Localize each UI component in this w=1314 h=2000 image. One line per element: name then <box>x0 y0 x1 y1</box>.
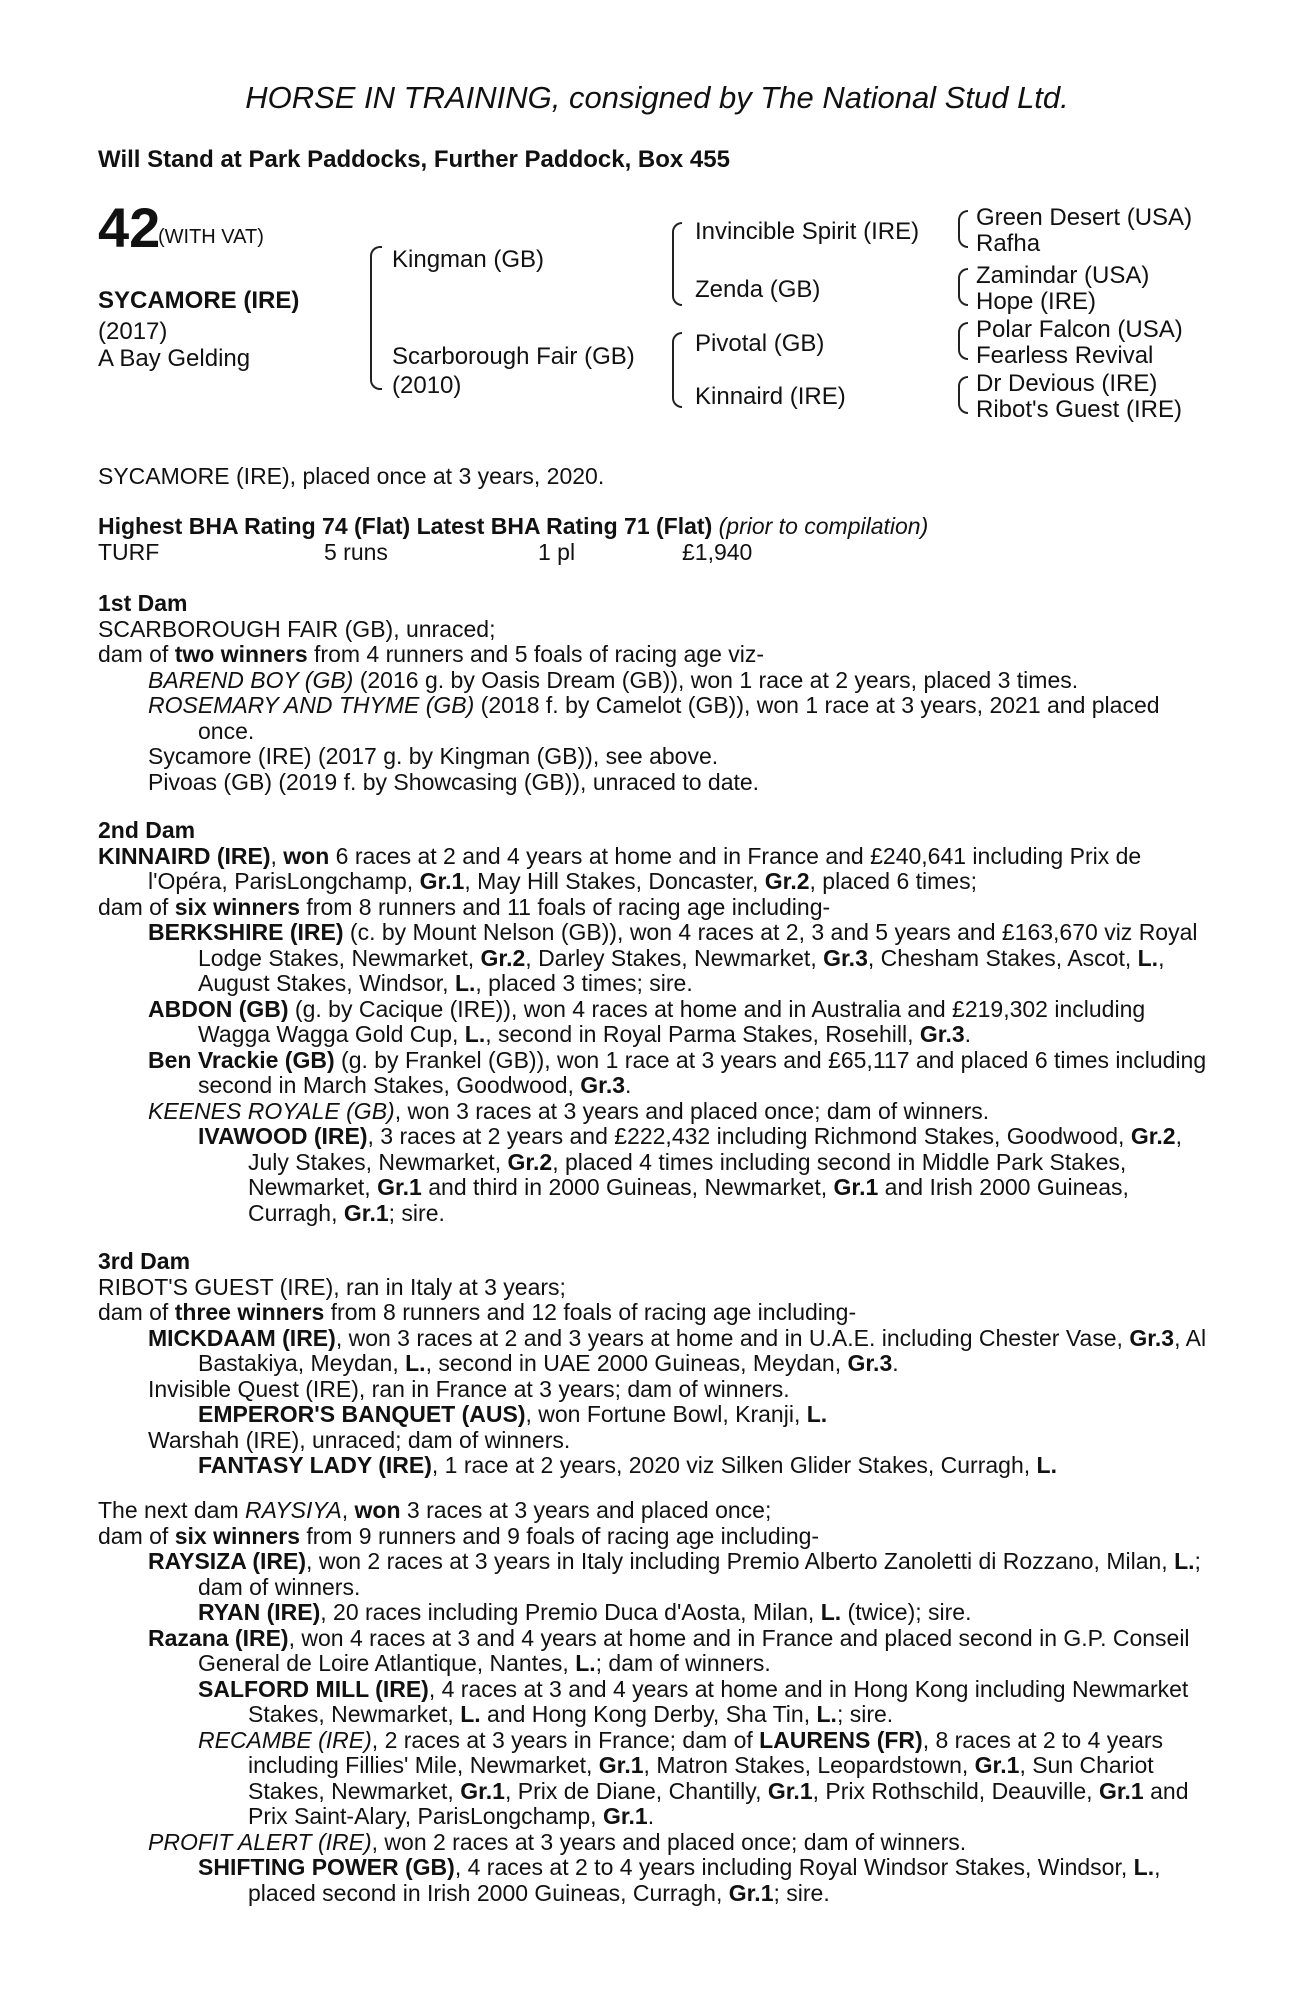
offspring-pivoas: Pivoas (GB) (2019 f. by Showcasing (GB)), unraced to date. <box>148 768 760 795</box>
pedigree-g3-1: Green Desert (USA) <box>976 204 1193 231</box>
second-dam-kinnaird: KINNAIRD (IRE), won 6 races at 2 and 4 years at home and in France and £240,641 including Prix de l'Opéra, ParisLongchamp, Gr.1, May Hill Stakes, Doncaster, Gr.2, placed 6 times; <box>98 842 1142 894</box>
third-dam-section <box>98 1249 1208 1479</box>
offspring-ryan: RYAN (IRE), 20 races including Premio Duca d'Aosta, Milan, L. (twice); sire. <box>198 1599 972 1625</box>
pedigree-sire: Kingman (GB) <box>392 246 545 273</box>
first-dam-heading: 1st Dam <box>98 590 188 616</box>
pedigree-dam-year: (2010) <box>392 372 462 399</box>
offspring-invisible-quest: Invisible Quest (IRE), ran in France at 3 years; dam of winners. <box>148 1375 790 1402</box>
pedigree-g3-6: Fearless Revival <box>976 342 1154 369</box>
pedigree-g3-8: Ribot's Guest (IRE) <box>976 396 1182 423</box>
third-dam-heading: 3rd Dam <box>98 1248 191 1274</box>
vat-note: (WITH VAT) <box>158 226 264 248</box>
second-dam-produce: dam of six winners from 8 runners and 11 foals of racing age including- <box>98 893 831 920</box>
rating-line <box>98 514 928 540</box>
pedigree-g3-4: Hope (IRE) <box>976 288 1097 315</box>
pedigree-sire-sire: Invincible Spirit (IRE) <box>695 218 920 245</box>
offspring-shifting-power: SHIFTING POWER (GB), 4 races at 2 to 4 years including Royal Windsor Stakes, Windsor, L., placed second in Irish 2000 Guineas, Curragh, Gr.1; sire. <box>198 1854 1161 1906</box>
rating-note: (prior to compilation) <box>718 513 929 539</box>
pedigree-bracket-sire <box>672 222 682 306</box>
second-dam-heading: 2nd Dam <box>98 817 196 843</box>
offspring-barend-boy: BAREND BOY (GB) (2016 g. by Oasis Dream (GB)), won 1 race at 2 years, placed 3 times. <box>148 666 1079 693</box>
offspring-sycamore: Sycamore (IRE) (2017 g. by Kingman (GB)), see above. <box>148 743 719 769</box>
offspring-raysiza: RAYSIZA (IRE), won 2 races at 3 years in Italy including Premio Alberto Zanoletti di Rozzano, Milan, L.; dam of winners. <box>148 1548 1201 1600</box>
offspring-ivawood: IVAWOOD (IRE), 3 races at 2 years and £222,432 including Richmond Stakes, Goodwood, Gr.2, July Stakes, Newmarket, Gr.2, placed 4 times including second in Middle Park Stakes, Newmarket, Gr.1 and third in 2000 Guineas, Newmarket, Gr.1 and Irish 2000 Guineas, Curragh, Gr.1; sire. <box>198 1123 1182 1226</box>
pedigree-bracket-g3d <box>958 376 968 414</box>
first-dam-section <box>98 591 1208 795</box>
horse-name: SYCAMORE (IRE) <box>98 287 300 314</box>
catalogue-title: HORSE IN TRAINING, consigned by The National Stud Ltd. <box>245 80 1069 115</box>
turf-label: TURF <box>98 539 160 565</box>
next-dam-section <box>98 1498 1208 1906</box>
turf-record <box>98 540 752 566</box>
offspring-fantasy-lady: FANTASY LADY (IRE), 1 race at 2 years, 2020 viz Silken Glider Stakes, Curragh, L. <box>198 1452 1057 1478</box>
offspring-rosemary-and-thyme: ROSEMARY AND THYME (GB) (2018 f. by Camelot (GB)), won 1 race at 3 years, 2021 and placed once. <box>148 692 1160 744</box>
first-dam-line: SCARBOROUGH FAIR (GB), unraced; <box>98 615 496 642</box>
pedigree-bracket-dam <box>672 332 682 408</box>
next-dam-produce: dam of six winners from 9 runners and 9 foals of racing age including- <box>98 1522 820 1549</box>
pedigree-g3-7: Dr Devious (IRE) <box>976 370 1158 397</box>
pedigree-g3-2: Rafha <box>976 230 1041 257</box>
next-dam-raysiya: The next dam RAYSIYA, won 3 races at 3 years and placed once; <box>98 1497 772 1523</box>
horse-year: (2017) <box>98 318 168 345</box>
offspring-salford-mill: SALFORD MILL (IRE), 4 races at 3 and 4 years at home and in Hong Kong including Newmarket Stakes, Newmarket, L. and Hong Kong Derby, Sha Tin, L.; sire. <box>198 1675 1189 1727</box>
stand-location: Will Stand at Park Paddocks, Further Paddock, Box 455 <box>98 146 730 173</box>
offspring-profit-alert: PROFIT ALERT (IRE), won 2 races at 3 years and placed once; dam of winners. <box>148 1828 967 1855</box>
offspring-keenes-royale: KEENES ROYALE (GB), won 3 races at 3 years and placed once; dam of winners. <box>148 1097 990 1124</box>
pedigree-bracket-gen1 <box>370 246 382 390</box>
pedigree-dam-sire: Pivotal (GB) <box>695 330 825 357</box>
pedigree-bracket-g3a <box>958 210 968 248</box>
offspring-berkshire: BERKSHIRE (IRE) (c. by Mount Nelson (GB)), won 4 races at 2, 3 and 5 years and £163,670 viz Royal Lodge Stakes, Newmarket, Gr.2, Darley Stakes, Newmarket, Gr.3, Chesham Stakes, Ascot, L., August Stakes, Windsor, L., placed 3 times; sire. <box>148 919 1198 996</box>
turf-earnings: £1,940 <box>682 539 753 565</box>
offspring-emperors-banquet: EMPEROR'S BANQUET (AUS), won Fortune Bowl, Kranji, L. <box>198 1401 828 1427</box>
second-dam-section <box>98 818 1208 1226</box>
pedigree-dam: Scarborough Fair (GB) <box>392 343 635 370</box>
turf-placed: 1 pl <box>538 539 576 565</box>
race-summary: SYCAMORE (IRE), placed once at 3 years, 2020. <box>98 463 605 489</box>
offspring-mickdaam: MICKDAAM (IRE), won 3 races at 2 and 3 years at home and in U.A.E. including Chester Vase, Gr.3, Al Bastakiya, Meydan, L., second in UAE 2000 Guineas, Meydan, Gr.3. <box>148 1324 1207 1376</box>
offspring-abdon: ABDON (GB) (g. by Cacique (IRE)), won 4 races at home and in Australia and £219,302 including Wagga Wagga Gold Cup, L., second in Royal Parma Stakes, Rosehill, Gr.3. <box>148 995 1146 1047</box>
offspring-razana: Razana (IRE), won 4 races at 3 and 4 years at home and in France and placed second in G.P. Conseil General de Loire Atlantique, Nantes, L.; dam of winners. <box>148 1624 1190 1676</box>
pedigree-bracket-g3c <box>958 322 968 360</box>
third-dam-produce: dam of three winners from 8 runners and 12 foals of racing age including- <box>98 1299 857 1325</box>
rating-label: Highest BHA Rating 74 (Flat) Latest BHA Rating 71 (Flat) <box>98 513 713 539</box>
first-dam-produce: dam of two winners from 4 runners and 5 foals of racing age viz- <box>98 641 765 667</box>
pedigree-g3-5: Polar Falcon (USA) <box>976 316 1183 343</box>
lot-number: 42 <box>98 196 161 259</box>
offspring-ben-vrackie: Ben Vrackie (GB) (g. by Frankel (GB)), won 1 race at 3 years and £65,117 and placed 6 times including second in March Stakes, Goodwood, Gr.3. <box>148 1046 1207 1098</box>
offspring-recambe: RECAMBE (IRE), 2 races at 3 years in France; dam of LAURENS (FR), 8 races at 2 to 4 years including Fillies' Mile, Newmarket, Gr.1, Matron Stakes, Leopardstown, Gr.1, Sun Chariot Stakes, Newmarket, Gr.1, Prix de Diane, Chantilly, Gr.1, Prix Rothschild, Deauville, Gr.1 and Prix Saint-Alary, ParisLongchamp, Gr.1. <box>198 1726 1189 1829</box>
horse-description: A Bay Gelding <box>98 345 251 372</box>
pedigree-dam-dam: Kinnaird (IRE) <box>695 383 846 410</box>
pedigree-g3-3: Zamindar (USA) <box>976 262 1150 289</box>
third-dam-line: RIBOT'S GUEST (IRE), ran in Italy at 3 years; <box>98 1273 566 1300</box>
offspring-warshah: Warshah (IRE), unraced; dam of winners. <box>148 1426 571 1453</box>
turf-runs: 5 runs <box>324 539 388 565</box>
pedigree-bracket-g3b <box>958 268 968 306</box>
pedigree-sire-dam: Zenda (GB) <box>695 276 821 303</box>
